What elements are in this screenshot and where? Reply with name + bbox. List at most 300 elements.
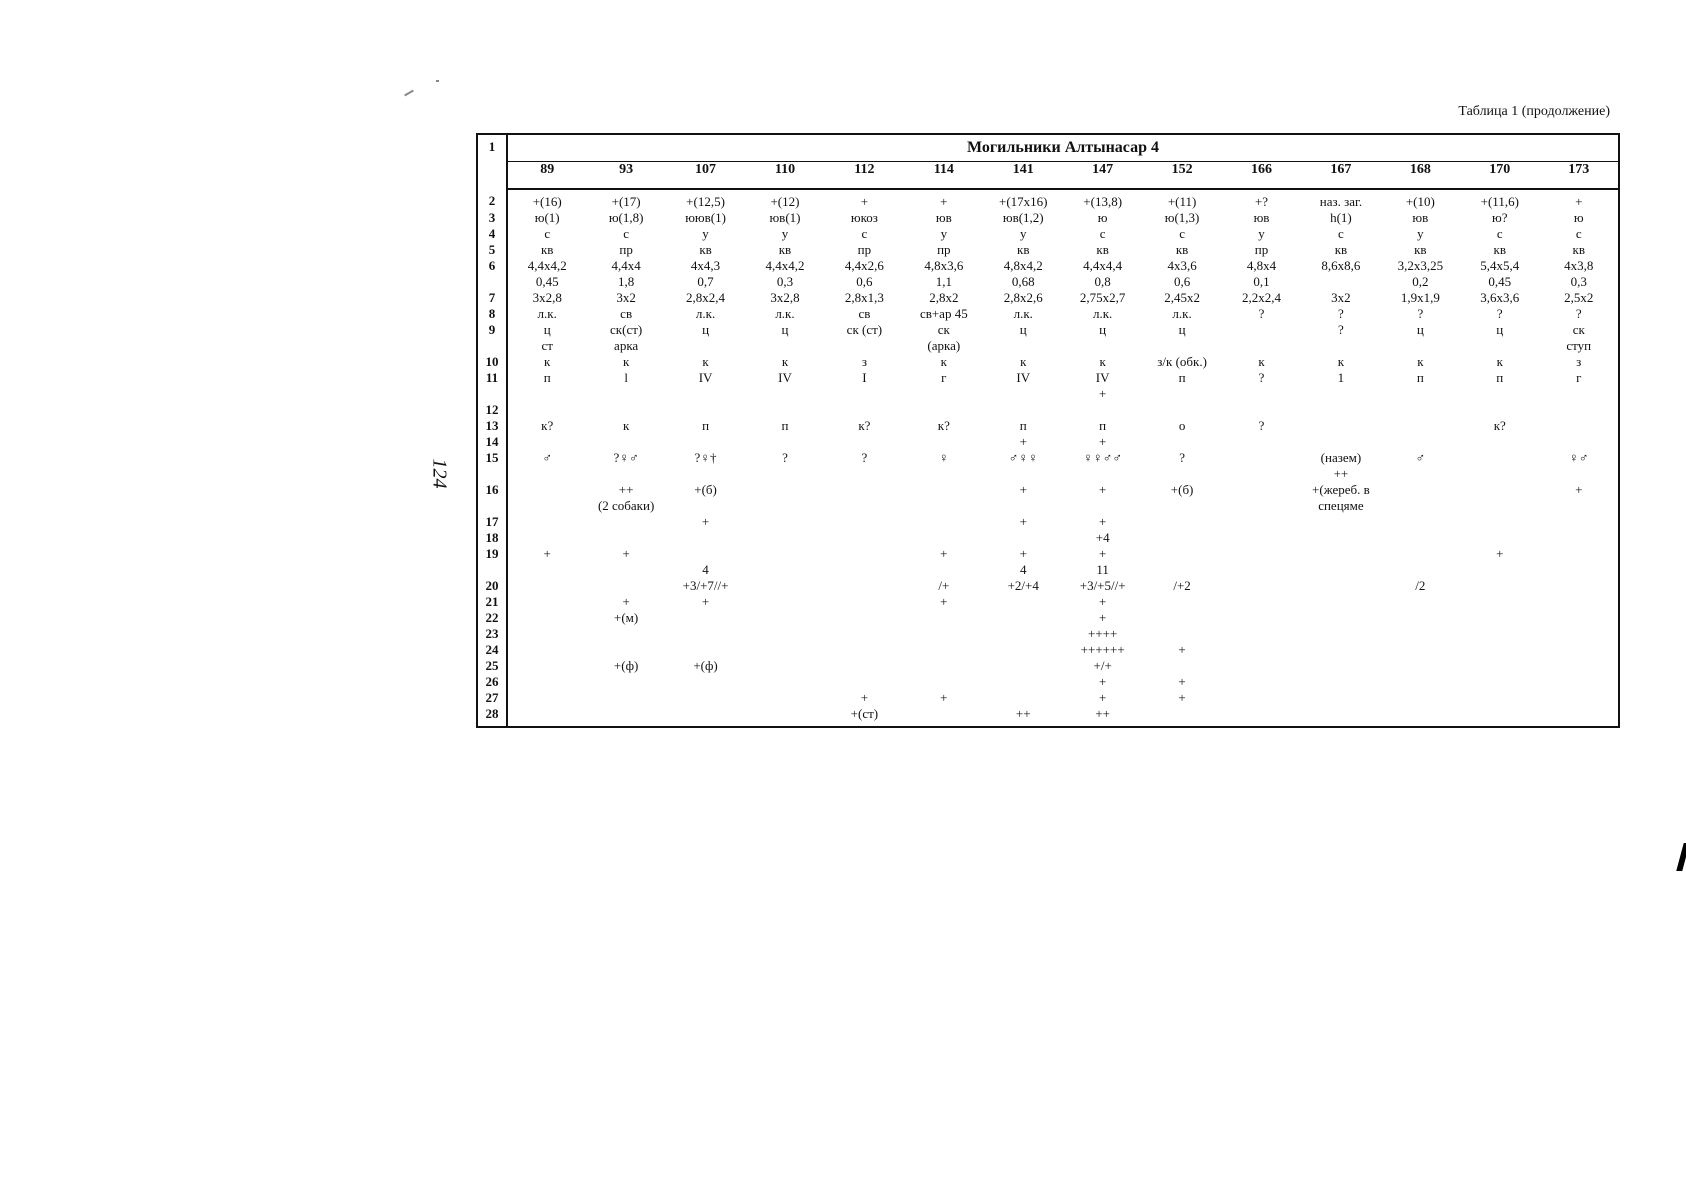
table-cell xyxy=(984,626,1063,642)
table-cell xyxy=(666,690,745,706)
cell-line xyxy=(746,514,823,530)
cell-line: IV xyxy=(778,370,792,385)
table-cell xyxy=(1063,418,1142,434)
table-cell xyxy=(825,354,904,370)
column-header: 93 xyxy=(586,162,665,190)
cell-line: кв xyxy=(540,242,554,257)
cell-line: 1,9х1,9 xyxy=(1400,290,1440,305)
scan-speck xyxy=(436,80,439,82)
table-cell xyxy=(666,290,745,306)
table-cell xyxy=(1142,626,1221,642)
cell-line: з/к (обк.) xyxy=(1157,354,1207,369)
cell-line: (2 собаки) xyxy=(597,498,655,513)
table-cell xyxy=(1539,189,1619,210)
table-cell xyxy=(904,402,983,418)
table-row xyxy=(477,226,1619,242)
cell-line: к? xyxy=(541,418,554,433)
cell-line: у xyxy=(940,226,948,241)
cell-line xyxy=(1302,530,1379,546)
row-number: 18 xyxy=(477,530,507,546)
column-header: 166 xyxy=(1222,162,1301,190)
table-cell xyxy=(666,322,745,354)
table-cell xyxy=(1460,626,1539,642)
table-row xyxy=(477,626,1619,642)
table-cell xyxy=(1142,706,1221,727)
table-cell xyxy=(507,402,586,418)
table-cell xyxy=(1142,418,1221,434)
column-header: 107 xyxy=(666,162,745,190)
table-caption: Таблица 1 (продолжение) xyxy=(1458,104,1610,119)
table-cell xyxy=(1063,189,1142,210)
cell-line: ? xyxy=(782,450,788,465)
table-cell xyxy=(1539,514,1619,530)
row-number: 6 xyxy=(477,258,507,290)
table-cell xyxy=(507,514,586,530)
table-cell xyxy=(1142,514,1221,530)
cell-line: +(16) xyxy=(532,194,562,209)
table-cell xyxy=(586,626,665,642)
cell-line: с xyxy=(1338,226,1344,241)
cell-line xyxy=(1223,514,1300,530)
table-cell xyxy=(1301,434,1380,450)
table-cell xyxy=(1460,290,1539,306)
cell-line xyxy=(1382,674,1459,690)
cell-line: +3/+5//+ xyxy=(1079,578,1126,593)
table-cell xyxy=(507,226,586,242)
cell-line xyxy=(1382,434,1459,450)
cell-line xyxy=(1223,546,1300,562)
table-cell xyxy=(825,642,904,658)
table-cell xyxy=(825,706,904,727)
cell-line: 4х4,3 xyxy=(690,258,721,273)
cell-line xyxy=(985,530,1062,546)
cell-line: 11 xyxy=(1096,562,1109,577)
row-number: 5 xyxy=(477,242,507,258)
table-cell xyxy=(1301,418,1380,434)
table-cell xyxy=(586,189,665,210)
cell-line: 5,4х5,4 xyxy=(1480,258,1520,273)
table-cell xyxy=(1539,658,1619,674)
cell-line xyxy=(826,434,903,450)
table-cell xyxy=(1381,258,1460,290)
cell-line: ю? xyxy=(1492,210,1508,225)
table-cell xyxy=(1301,706,1380,727)
cell-line xyxy=(826,546,903,562)
cell-line xyxy=(1540,530,1617,546)
table-cell xyxy=(825,482,904,514)
table-cell xyxy=(1460,546,1539,578)
cell-line: +(б) xyxy=(1170,482,1194,497)
table-cell xyxy=(1301,306,1380,322)
cell-line: ♀ xyxy=(938,450,949,465)
row-number: 2 xyxy=(477,189,507,210)
cell-line: кв xyxy=(778,242,792,257)
cell-line: 2,8х2,4 xyxy=(686,290,726,305)
table-cell xyxy=(666,674,745,690)
table-cell xyxy=(507,258,586,290)
table-cell xyxy=(904,482,983,514)
table-body xyxy=(477,189,1619,727)
cell-line: к xyxy=(1258,354,1265,369)
table-cell xyxy=(1063,226,1142,242)
table-cell xyxy=(1381,642,1460,658)
page-number: 124 xyxy=(428,458,451,489)
table-cell xyxy=(1460,674,1539,690)
cemetery-table xyxy=(476,133,1620,728)
cell-line: /+2 xyxy=(1173,578,1191,593)
table-cell xyxy=(666,242,745,258)
cell-line: кв xyxy=(699,242,712,257)
cell-line xyxy=(1540,578,1617,594)
table-cell xyxy=(984,189,1063,210)
column-header: 167 xyxy=(1301,162,1380,190)
cell-line: + xyxy=(940,546,948,561)
cell-line xyxy=(1302,514,1379,530)
table-cell xyxy=(586,322,665,354)
table-cell xyxy=(904,242,983,258)
table-cell xyxy=(1381,242,1460,258)
cell-line xyxy=(1461,594,1538,610)
table-cell xyxy=(666,594,745,610)
table-cell xyxy=(1142,354,1221,370)
table-cell xyxy=(1142,482,1221,514)
cell-line: ++ xyxy=(618,482,634,497)
table-cell xyxy=(507,210,586,226)
table-cell xyxy=(904,674,983,690)
table-cell xyxy=(1381,306,1460,322)
cell-line xyxy=(826,514,903,530)
table-cell xyxy=(1460,610,1539,626)
cell-line xyxy=(1540,514,1617,530)
cell-line xyxy=(905,626,982,642)
cell-line xyxy=(1540,546,1617,562)
table-cell xyxy=(984,610,1063,626)
table-cell xyxy=(904,322,983,354)
cell-line: юв xyxy=(1412,210,1429,225)
column-header: 114 xyxy=(904,162,983,190)
cell-line: кв xyxy=(1175,242,1189,257)
table-cell xyxy=(1539,434,1619,450)
cell-line: 4 xyxy=(702,562,709,577)
table-cell xyxy=(745,514,824,530)
cell-line: 3,2х3,25 xyxy=(1397,258,1444,273)
table-cell xyxy=(1460,434,1539,450)
cell-line: +(12,5) xyxy=(686,194,725,209)
table-cell xyxy=(507,370,586,402)
table-row xyxy=(477,434,1619,450)
column-header: 168 xyxy=(1381,162,1460,190)
cell-line: ск (ст) xyxy=(846,322,883,337)
cell-line: 3,6х3,6 xyxy=(1480,290,1520,305)
table-cell xyxy=(745,226,824,242)
cell-line xyxy=(826,642,903,658)
table-cell xyxy=(745,242,824,258)
table-cell xyxy=(1142,242,1221,258)
scan-speck xyxy=(404,90,414,97)
table-cell xyxy=(1063,210,1142,226)
cell-line: +(10) xyxy=(1405,194,1435,209)
cell-line xyxy=(746,674,823,690)
cell-line xyxy=(1302,594,1379,610)
table-cell xyxy=(586,258,665,290)
cell-line: +? xyxy=(1254,194,1269,209)
table-cell xyxy=(1063,658,1142,674)
table-cell xyxy=(1222,594,1301,610)
table-cell xyxy=(984,450,1063,482)
cell-line: + xyxy=(1098,594,1107,609)
cell-line: 0,1 xyxy=(1253,274,1270,289)
column-header: 141 xyxy=(984,162,1063,190)
cell-line xyxy=(509,594,585,610)
table-cell xyxy=(507,322,586,354)
table-cell xyxy=(507,674,586,690)
table-cell xyxy=(666,354,745,370)
cell-line: п xyxy=(702,418,710,433)
table-cell xyxy=(666,706,745,727)
table-cell xyxy=(1539,418,1619,434)
table-cell xyxy=(745,642,824,658)
table-cell xyxy=(1460,578,1539,594)
row-number: 21 xyxy=(477,594,507,610)
table-cell xyxy=(1142,370,1221,402)
cell-line xyxy=(746,610,823,626)
table-cell xyxy=(1142,546,1221,578)
table-cell xyxy=(1539,402,1619,418)
table-cell xyxy=(666,578,745,594)
table-row xyxy=(477,322,1619,354)
row-number: 3 xyxy=(477,210,507,226)
cell-line: пр xyxy=(619,242,633,257)
cell-line xyxy=(509,626,585,642)
table-cell xyxy=(1222,546,1301,578)
table-cell xyxy=(1381,322,1460,354)
table-cell xyxy=(1460,226,1539,242)
table-cell xyxy=(1142,322,1221,354)
table-cell xyxy=(904,658,983,674)
table-cell xyxy=(1301,242,1380,258)
cell-line xyxy=(587,402,664,418)
table-cell xyxy=(904,370,983,402)
table-cell xyxy=(507,482,586,514)
table-cell xyxy=(1142,210,1221,226)
cell-line xyxy=(1302,690,1379,706)
cell-line: + xyxy=(1098,610,1107,625)
cell-line xyxy=(905,530,982,546)
cell-line: + xyxy=(1098,386,1107,401)
table-cell xyxy=(904,258,983,290)
cell-line: ц xyxy=(702,322,710,337)
cell-line: юв xyxy=(1253,210,1270,225)
table-cell xyxy=(1063,674,1142,690)
table-cell xyxy=(1539,370,1619,402)
cell-line xyxy=(1223,626,1300,642)
cell-line: к? xyxy=(858,418,871,433)
cell-line: /+ xyxy=(938,578,950,593)
cell-line xyxy=(1382,418,1459,434)
table-row xyxy=(477,594,1619,610)
table-row xyxy=(477,306,1619,322)
table-cell xyxy=(586,594,665,610)
cell-line: ц xyxy=(781,322,789,337)
table-cell xyxy=(586,402,665,418)
table-cell xyxy=(1063,322,1142,354)
table-cell xyxy=(1381,546,1460,578)
cell-line xyxy=(1540,690,1617,706)
row-number: 11 xyxy=(477,370,507,402)
table-cell xyxy=(1142,226,1221,242)
cell-line: ?♀† xyxy=(694,450,717,465)
table-cell xyxy=(1222,354,1301,370)
cell-line: + xyxy=(940,594,948,609)
table-cell xyxy=(1063,258,1142,290)
cell-line xyxy=(1461,610,1538,626)
cell-line: с xyxy=(623,226,630,241)
table-cell xyxy=(507,594,586,610)
cell-line xyxy=(667,530,744,546)
cell-line xyxy=(826,594,903,610)
cell-line xyxy=(667,402,744,418)
cell-line: (арка) xyxy=(927,338,961,353)
table-cell xyxy=(745,189,824,210)
table-cell xyxy=(984,354,1063,370)
cell-line: 1,1 xyxy=(935,274,952,289)
cell-line: г xyxy=(941,370,947,385)
table-cell xyxy=(666,482,745,514)
cell-line: ц xyxy=(1416,322,1424,337)
table-cell xyxy=(1063,482,1142,514)
table-row xyxy=(477,418,1619,434)
table-cell xyxy=(745,354,824,370)
cell-line xyxy=(746,482,823,498)
table-cell xyxy=(507,626,586,642)
table-row xyxy=(477,610,1619,626)
cell-line: h(1) xyxy=(1330,210,1352,225)
cell-line: пр xyxy=(857,242,872,257)
cell-line: о xyxy=(1178,418,1186,433)
cell-line xyxy=(509,402,585,418)
table-cell xyxy=(825,226,904,242)
table-cell xyxy=(984,290,1063,306)
table-title: Могильники Алтынасар 4 xyxy=(507,134,1619,162)
cell-line: л.к. xyxy=(695,306,716,321)
cell-line xyxy=(1143,514,1220,530)
table-cell xyxy=(745,370,824,402)
cell-line: + xyxy=(1575,482,1583,497)
table-cell xyxy=(1301,226,1380,242)
table-cell xyxy=(745,210,824,226)
cell-line xyxy=(826,674,903,690)
cell-line xyxy=(1540,610,1617,626)
table-cell xyxy=(1539,226,1619,242)
cell-line xyxy=(985,626,1062,642)
cell-line xyxy=(667,642,744,658)
table-cell xyxy=(984,482,1063,514)
cell-line: юкоз xyxy=(850,210,878,225)
cell-line: ск xyxy=(1572,322,1585,337)
table-cell xyxy=(507,530,586,546)
table-cell xyxy=(1539,354,1619,370)
cell-line xyxy=(509,706,585,722)
table-cell xyxy=(904,546,983,578)
table-cell xyxy=(1301,578,1380,594)
cell-line: с xyxy=(1099,226,1106,241)
cell-line xyxy=(826,578,903,594)
cell-line: 8,6х8,6 xyxy=(1321,258,1361,273)
table-cell xyxy=(1063,306,1142,322)
cell-line: ? xyxy=(861,450,868,465)
cell-line: п xyxy=(543,370,551,385)
cell-line xyxy=(1461,450,1538,466)
table-cell xyxy=(1381,482,1460,514)
table-cell xyxy=(1222,370,1301,402)
cell-line xyxy=(905,658,982,674)
cell-line xyxy=(1461,674,1538,690)
cell-line xyxy=(1064,402,1141,418)
cell-line: ♀♂ xyxy=(1568,450,1589,465)
table-cell xyxy=(1142,402,1221,418)
table-cell xyxy=(666,189,745,210)
table-cell xyxy=(745,706,824,727)
table-cell xyxy=(825,210,904,226)
cell-line: к? xyxy=(1493,418,1506,433)
cell-line: + xyxy=(1575,194,1583,209)
table-row xyxy=(477,354,1619,370)
cell-line: кв xyxy=(1334,242,1348,257)
table-cell xyxy=(1142,450,1221,482)
table-cell xyxy=(1222,306,1301,322)
cell-line xyxy=(1382,402,1459,418)
cell-line: 4,4х4,2 xyxy=(527,258,567,273)
cell-line: + xyxy=(1098,482,1107,497)
cell-line xyxy=(746,434,823,450)
cell-line xyxy=(1382,642,1459,658)
table-cell xyxy=(1222,626,1301,642)
cell-line: к xyxy=(1020,354,1027,369)
table-cell xyxy=(1301,610,1380,626)
cell-line: ? xyxy=(1258,418,1265,433)
cell-line: + xyxy=(940,690,948,705)
cell-line: + xyxy=(1178,642,1186,657)
cell-line: у xyxy=(1417,226,1424,241)
cell-line: + xyxy=(1496,546,1504,561)
cell-line xyxy=(1143,530,1220,546)
cell-line xyxy=(1461,402,1538,418)
table-cell xyxy=(984,210,1063,226)
table-cell xyxy=(984,306,1063,322)
cell-line xyxy=(1143,706,1220,722)
table-cell xyxy=(1301,322,1380,354)
cell-line xyxy=(1143,402,1220,418)
table-cell xyxy=(586,546,665,578)
table-cell xyxy=(984,674,1063,690)
cell-line: ю(1,8) xyxy=(608,210,644,225)
cell-line xyxy=(1302,434,1379,450)
table-cell xyxy=(904,354,983,370)
cell-line xyxy=(1461,658,1538,674)
cell-line xyxy=(509,610,585,626)
cell-line xyxy=(826,530,903,546)
cell-line: к xyxy=(622,354,630,369)
cell-line: + xyxy=(1098,514,1107,529)
table-cell xyxy=(1063,402,1142,418)
table-row xyxy=(477,514,1619,530)
table-cell xyxy=(1381,658,1460,674)
table-cell xyxy=(1460,306,1539,322)
table-cell xyxy=(586,354,665,370)
table-cell xyxy=(745,530,824,546)
cell-line xyxy=(509,530,585,546)
table-cell xyxy=(825,370,904,402)
